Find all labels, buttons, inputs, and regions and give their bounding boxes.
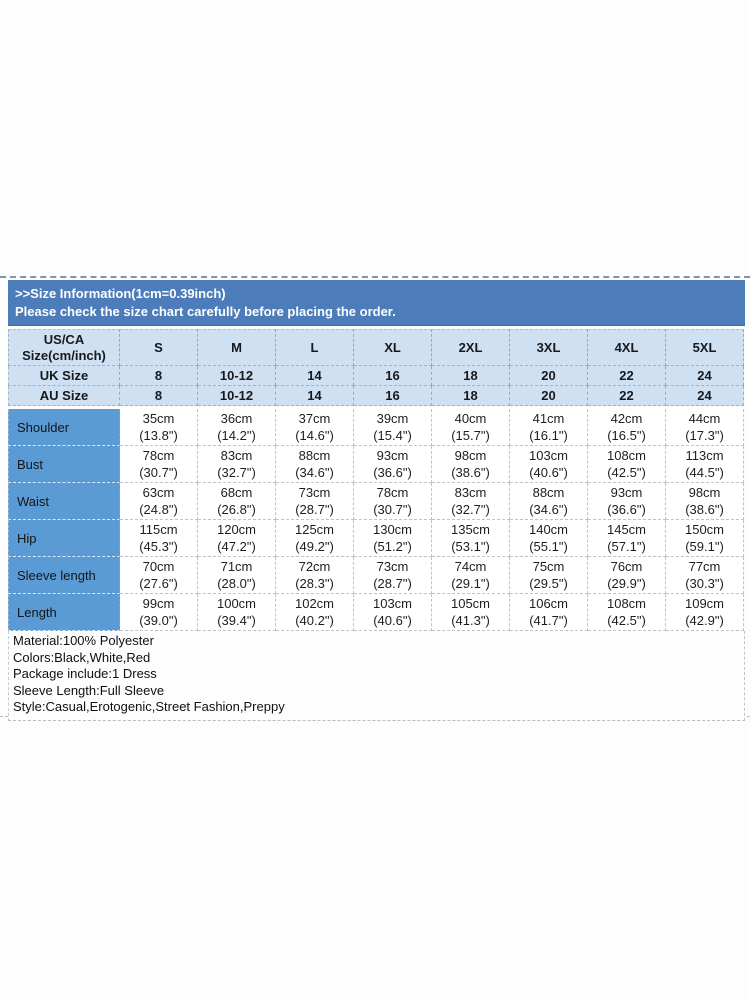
measurement-inch: (36.6") [373,465,412,480]
measurement-inch: (16.5") [607,428,646,443]
measurement-cm: 99cm [142,596,175,611]
size-column-header: S [120,329,198,366]
uk-size-cell: 20 [510,366,588,386]
measurement-cell [354,446,432,483]
product-details [8,631,745,721]
measurement-cm: 39cm [376,411,409,426]
size-column-header: 4XL [588,329,666,366]
measurement-inch: (29.9") [607,576,646,591]
measurement-inch: (38.6") [451,465,490,480]
measurement-cell [276,557,354,594]
measurement-cm: 103cm [528,448,569,463]
measurement-cell [588,520,666,557]
row-label-shoulder: Shoulder [8,409,120,446]
measurement-cell [120,557,198,594]
measurement-cm: 150cm [684,522,725,537]
measurement-cm: 103cm [372,596,413,611]
measurement-inch: (27.6") [139,576,178,591]
measurement-inch: (15.7") [451,428,490,443]
measurement-inch: (40.6") [373,613,412,628]
measurement-cell [666,520,744,557]
uk-size-cell: 10-12 [198,366,276,386]
measurement-cell [276,520,354,557]
measurement-inch: (55.1") [529,539,568,554]
measurement-cm: 106cm [528,596,569,611]
measurement-cell [120,446,198,483]
measurement-cell [198,483,276,520]
measurement-cell [432,594,510,631]
measurement-cm: 140cm [528,522,569,537]
measurement-cm: 75cm [532,559,565,574]
size-column-header: 2XL [432,329,510,366]
measurement-cm: 125cm [294,522,335,537]
measurement-inch: (47.2") [217,539,256,554]
row-label-waist: Waist [8,483,120,520]
measurement-cell [432,409,510,446]
uk-size-label: UK Size [8,366,120,386]
top-gridline [0,276,750,278]
au-size-cell: 22 [588,386,666,406]
measurement-cell [354,520,432,557]
measurement-inch: (28.7") [295,502,334,517]
au-size-cell: 14 [276,386,354,406]
measurement-cm: 102cm [294,596,335,611]
measurement-inch: (29.1") [451,576,490,591]
uk-size-cell: 14 [276,366,354,386]
measurement-cell [354,409,432,446]
measurement-cell [354,557,432,594]
measurement-inch: (42.9") [685,613,724,628]
measurement-cell [354,594,432,631]
measurement-cell [432,446,510,483]
measurement-cell [120,594,198,631]
measurement-inch: (51.2") [373,539,412,554]
measurement-cell [120,483,198,520]
measurement-cell [666,594,744,631]
uk-size-cell: 24 [666,366,744,386]
measurement-cell [510,483,588,520]
measurement-cm: 113cm [685,448,724,463]
au-size-cell: 8 [120,386,198,406]
measurement-cell [120,520,198,557]
row-label-sleeve-length: Sleeve length [8,557,120,594]
measurement-cm: 83cm [220,448,253,463]
measurement-inch: (29.5") [529,576,568,591]
measurement-inch: (42.5") [607,465,646,480]
measurement-cm: 93cm [610,485,643,500]
measurement-inch: (36.6") [607,502,646,517]
measurement-cm: 83cm [454,485,487,500]
measurement-inch: (40.6") [529,465,568,480]
measurement-cm: 100cm [216,596,257,611]
measurement-cell [510,446,588,483]
measurement-cell [510,409,588,446]
measurement-cm: 115cm [139,522,178,537]
measurement-inch: (30.7") [139,465,178,480]
measurement-inch: (28.7") [373,576,412,591]
measurement-cm: 37cm [298,411,331,426]
package-line: Package include:1 Dress [13,666,157,681]
measurement-inch: (41.7") [529,613,568,628]
measurement-cm: 74cm [454,559,487,574]
banner-subtitle: Please check the size chart carefully before placing the order. [15,304,396,319]
measurement-inch: (45.3") [139,539,178,554]
measurement-cell [432,483,510,520]
size-column-header: M [198,329,276,366]
measurement-inch: (14.2") [217,428,256,443]
measurement-cell [198,446,276,483]
measurement-inch: (15.4") [373,428,412,443]
measurement-cm: 78cm [376,485,409,500]
measurement-cm: 44cm [688,411,721,426]
measurement-cm: 78cm [142,448,175,463]
measurement-cell [588,594,666,631]
au-size-cell: 18 [432,386,510,406]
measurement-cell [120,409,198,446]
measurement-cm: 108cm [606,448,647,463]
size-column-header: XL [354,329,432,366]
measurement-cell [276,594,354,631]
au-size-cell: 20 [510,386,588,406]
measurement-cm: 88cm [298,448,331,463]
measurement-cell [510,557,588,594]
measurement-inch: (32.7") [217,465,256,480]
measurement-cm: 63cm [142,485,175,500]
measurement-cell [276,409,354,446]
measurement-cm: 68cm [220,485,253,500]
measurement-cm: 105cm [450,596,491,611]
measurement-cm: 35cm [142,411,175,426]
measurement-inch: (17.3") [685,428,724,443]
au-size-cell: 24 [666,386,744,406]
colors-line: Colors:Black,White,Red [13,649,151,665]
corner-header [8,329,120,366]
measurement-inch: (34.6") [529,502,568,517]
size-column-header: 5XL [666,329,744,366]
row-label-hip: Hip [8,520,120,557]
measurement-inch: (16.1") [529,428,568,443]
measurement-cell [198,520,276,557]
measurement-inch: (24.8") [139,502,178,517]
measurement-cm: 42cm [610,411,643,426]
measurement-inch: (40.2") [295,613,334,628]
measurement-inch: (14.6") [295,428,334,443]
measurement-cell [276,446,354,483]
uk-size-cell: 22 [588,366,666,386]
measurement-cm: 98cm [688,485,721,500]
size-column-header: 3XL [510,329,588,366]
measurement-inch: (53.1") [451,539,490,554]
measurement-cm: 145cm [606,522,647,537]
measurement-inch: (39.0") [139,613,178,628]
measurement-cell [198,594,276,631]
measurement-cm: 98cm [454,448,487,463]
measurement-cm: 88cm [532,485,565,500]
measurement-inch: (57.1") [607,539,646,554]
measurement-cell [510,520,588,557]
measurement-inch: (28.0") [217,576,256,591]
au-size-cell: 16 [354,386,432,406]
measurement-cm: 73cm [376,559,409,574]
measurement-cell [432,520,510,557]
measurement-inch: (30.7") [373,502,412,517]
measurement-inch: (30.3") [685,576,724,591]
measurement-cell [588,483,666,520]
measurement-inch: (39.4") [217,613,256,628]
size-info-banner [8,280,745,326]
measurement-cm: 93cm [376,448,409,463]
measurement-inch: (42.5") [607,613,646,628]
measurement-inch: (59.1") [685,539,724,554]
measurement-cell [198,557,276,594]
measurement-cell [276,483,354,520]
measurement-cm: 108cm [606,596,647,611]
measurement-cm: 73cm [298,485,331,500]
measurement-cm: 40cm [454,411,487,426]
uk-size-cell: 18 [432,366,510,386]
measurement-cell [666,557,744,594]
measurement-cm: 109cm [684,596,725,611]
measurement-cell [588,409,666,446]
measurement-inch: (38.6") [685,502,724,517]
measurement-cm: 120cm [216,522,257,537]
measurement-inch: (28.3") [295,576,334,591]
measurement-cell [588,557,666,594]
corner-header-line2: Size(cm/inch) [22,347,106,363]
measurement-cell [666,409,744,446]
measurement-cell [432,557,510,594]
size-table [8,329,744,631]
measurement-inch: (41.3") [451,613,490,628]
measurement-cm: 130cm [372,522,413,537]
uk-size-cell: 16 [354,366,432,386]
measurement-cell [198,409,276,446]
material-line: Material:100% Polyester [13,633,154,648]
measurement-inch: (49.2") [295,539,334,554]
measurement-inch: (34.6") [295,465,334,480]
size-chart-sheet [8,280,745,721]
au-size-label: AU Size [8,386,120,406]
measurement-cell [354,483,432,520]
measurement-cm: 36cm [220,411,253,426]
measurement-cell [588,446,666,483]
measurement-cm: 71cm [220,559,253,574]
row-label-length: Length [8,594,120,631]
corner-header-line1: US/CA [43,331,85,347]
measurement-inch: (26.8") [217,502,256,517]
measurement-cm: 135cm [450,522,491,537]
uk-size-cell: 8 [120,366,198,386]
measurement-cell [666,446,744,483]
measurement-cm: 72cm [298,559,331,574]
measurement-cell [510,594,588,631]
measurement-cm: 41cm [532,411,565,426]
measurement-inch: (13.8") [139,428,178,443]
measurement-inch: (32.7") [451,502,490,517]
measurement-cm: 77cm [688,559,721,574]
sleeve-length-line: Sleeve Length:Full Sleeve [13,682,165,698]
measurement-cm: 76cm [610,559,643,574]
style-line: Style:Casual,Erotogenic,Street Fashion,Preppy [13,699,285,714]
row-label-bust: Bust [8,446,120,483]
measurement-cm: 70cm [142,559,175,574]
size-column-header: L [276,329,354,366]
au-size-cell: 10-12 [198,386,276,406]
measurement-inch: (44.5") [685,465,724,480]
measurement-cell [666,483,744,520]
banner-title: >>Size Information(1cm=0.39inch) [15,286,226,301]
